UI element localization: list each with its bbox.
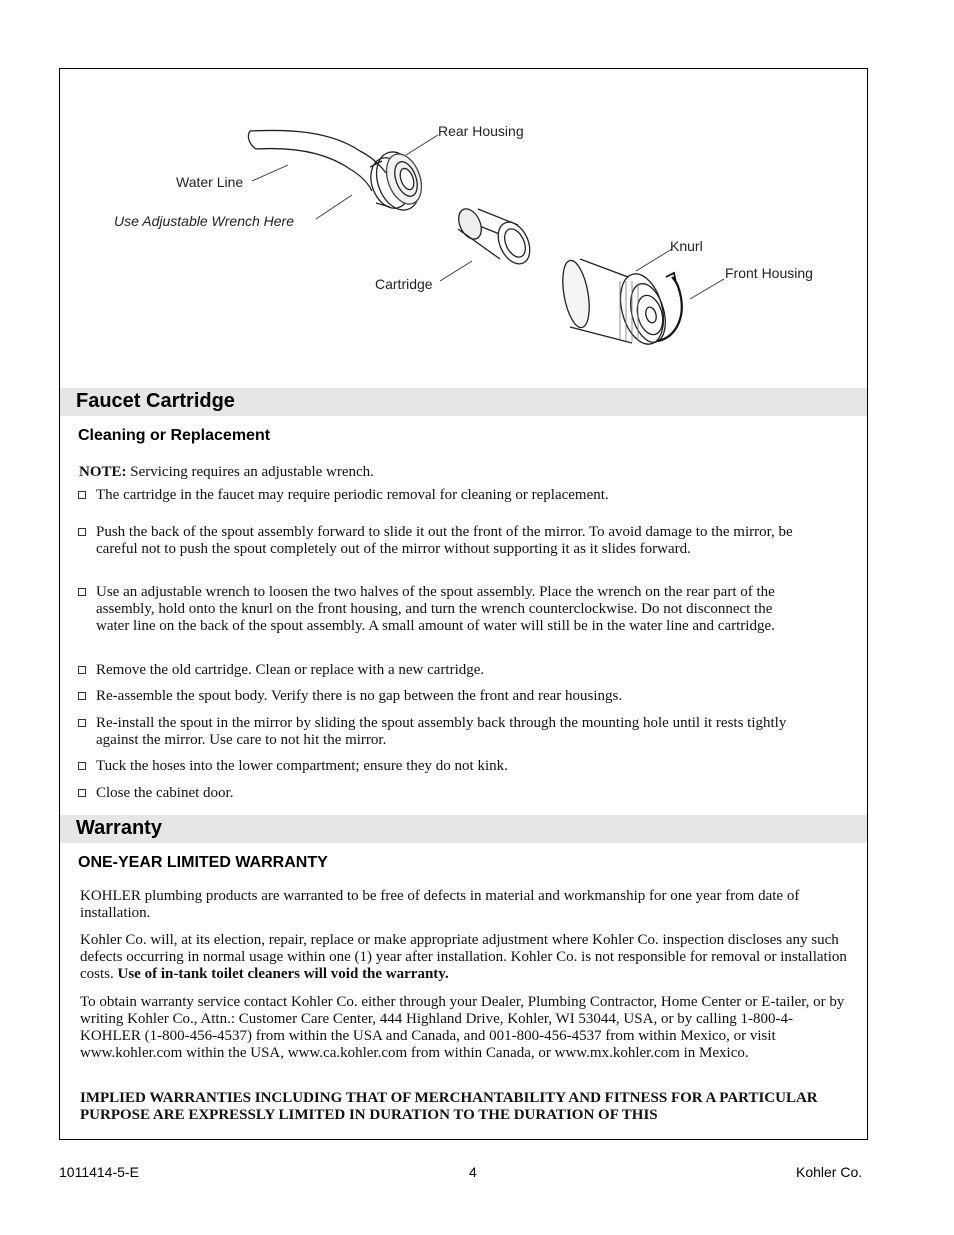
implied-warranties-paragraph: IMPLIED WARRANTIES INCLUDING THAT OF MERCHANTABILITY AND FITNESS FOR A PARTICULAR PURPOSE ARE EXPRESSLY LIMITED IN DURATION TO THE DURATION OF THIS [80, 1090, 818, 1123]
cartridge-label: Cartridge [375, 276, 433, 292]
list-item [78, 487, 808, 504]
list-item-text: Use an adjustable wrench to loosen the two halves of the spout assembly. Place the wrench on the rear part of the assembly, hold onto the knurl on the front housing, and turn the wrench counterclockwise. Do not disconnect the water line on the back of the spout assembly. A small amount of water will still be in the water line and cartridge. [96, 584, 775, 634]
list-item [78, 584, 808, 635]
list-item-text: Re-install the spout in the mirror by sliding the spout assembly back through the mounting hole until it rests tightly against the mirror. Use care to not hit the mirror. [96, 715, 787, 748]
warranty-subheading: ONE-YEAR LIMITED WARRANTY [78, 854, 328, 871]
front-housing-label: Front Housing [725, 265, 813, 281]
faucet-diagram [60, 69, 868, 387]
warranty-paragraph-3: To obtain warranty service contact Kohler Co. either through your Dealer, Plumbing Contractor, Home Center or E-tailer, or by writing Kohler Co., Attn.: Customer Care Center, 444 Highland Drive, Kohler, WI 53044, USA, or by calling 1-800-4-KOHLER (1-800-456-4537) from within the USA and Canada, and 001-800-456-4537 from within Mexico, or visit www.kohler.com within the USA, www.ca.kohler.com from within Canada, or www.mx.kohler.com in Mexico. [80, 994, 845, 1061]
checkbox-square-icon [78, 666, 86, 674]
checkbox-square-icon [78, 789, 86, 797]
knurl-label: Knurl [670, 238, 703, 254]
list-item [78, 524, 808, 558]
leader-lines [252, 135, 724, 299]
list-item-text: Remove the old cartridge. Clean or replace with a new cartridge. [96, 662, 485, 678]
warranty-paragraph-2-text: Kohler Co. will, at its election, repair, replace or make appropriate adjustment where Kohler Co. inspection discloses any such defects occurring in normal usage within one (1) year after installation. Kohler Co. is not responsible for removal or installation costs. [80, 932, 847, 982]
checkbox-square-icon [78, 762, 86, 770]
warranty-heading-band [60, 815, 868, 843]
cartridge-drawing [454, 205, 536, 269]
list-item-text: Push the back of the spout assembly forward to slide it out the front of the mirror. To avoid damage to the mirror, be careful not to push the spout completely out of the mirror without supporting it as it slides forward. [96, 524, 793, 557]
warranty-paragraph-2 [80, 932, 850, 983]
note-text: Servicing requires an adjustable wrench. [126, 464, 374, 480]
content-frame [59, 68, 868, 1140]
warranty-void-notice: Use of in-tank toilet cleaners will void the warranty. [117, 966, 449, 982]
list-item [78, 662, 808, 679]
list-item [78, 715, 808, 749]
faucet-cartridge-heading: Faucet Cartridge [76, 390, 235, 412]
list-item-text: The cartridge in the faucet may require periodic removal for cleaning or replacement. [96, 487, 609, 503]
servicing-note [79, 464, 374, 481]
warranty-heading: Warranty [76, 817, 162, 839]
list-item-text: Re-assemble the spout body. Verify there is no gap between the front and rear housings. [96, 688, 623, 704]
checkbox-square-icon [78, 588, 86, 596]
water-line-label: Water Line [176, 174, 244, 190]
checkbox-square-icon [78, 692, 86, 700]
list-item [78, 688, 808, 705]
rear-housing-drawing [364, 146, 428, 216]
checkbox-square-icon [78, 719, 86, 727]
list-item-text: Tuck the hoses into the lower compartment; ensure they do not kink. [96, 758, 508, 774]
cleaning-subheading: Cleaning or Replacement [78, 427, 271, 444]
wrench-here-label: Use Adjustable Wrench Here [114, 213, 295, 229]
warranty-paragraph-1: KOHLER plumbing products are warranted to be free of defects in material and workmanship for one year from date of installation. [80, 888, 800, 921]
note-label: NOTE: [79, 464, 127, 480]
checkbox-square-icon [78, 491, 86, 499]
footer-doc-number: 1011414-5-E [59, 1164, 139, 1180]
footer-company: Kohler Co. [796, 1164, 863, 1180]
list-item-text: Close the cabinet door. [96, 785, 234, 801]
footer-page-number: 4 [469, 1164, 477, 1180]
front-housing-drawing [558, 258, 671, 349]
water-line-drawing [248, 130, 386, 191]
rear-housing-label: Rear Housing [438, 123, 524, 139]
checkbox-square-icon [78, 528, 86, 536]
faucet-cartridge-heading-band [60, 388, 868, 416]
list-item [78, 758, 808, 775]
list-item [78, 785, 808, 802]
